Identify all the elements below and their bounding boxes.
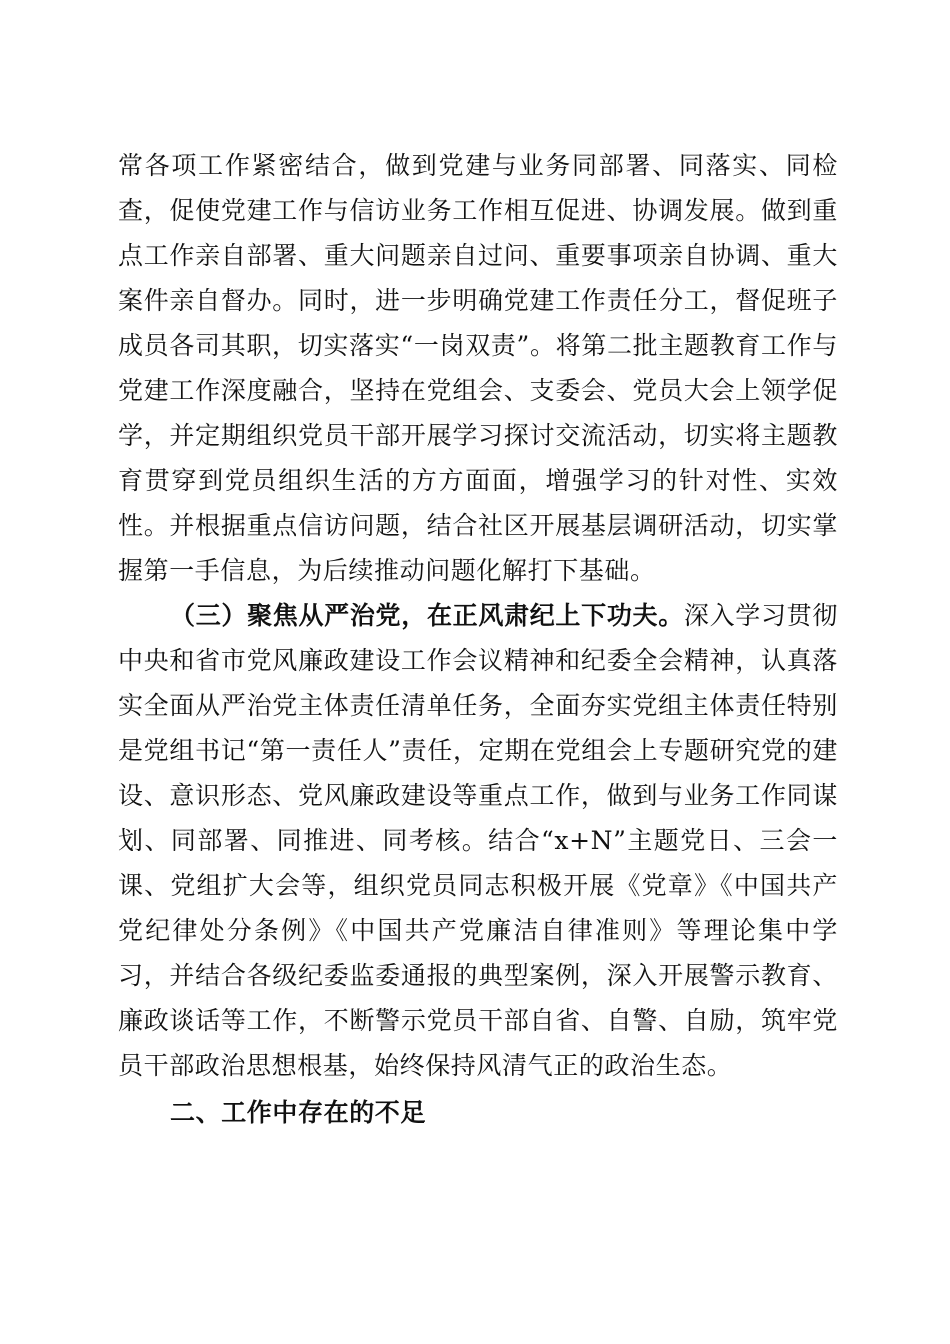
paragraph-section-three xyxy=(118,593,838,1088)
section-heading-two: 二、工作中存在的不足 xyxy=(170,1098,427,1127)
section-three-body: 深入学习贯彻中央和省市党风廉政建设工作会议精神和纪委全会精神，认真落实全面从严治党主体责任清单任务，全面夯实党组主体责任特别是党组书记“第一责任人”责任，定期在党组会上专题研究党的建设、意识形态、党风廉政建设等重点工作，做到与业务工作同谋划、同部署、同推进、同考核。结合“x+N”主题党日、三会一课、党组扩大会等，组织党员同志积极开展《党章》《中国共产党纪律处分条例》《中国共产党廉洁自律准则》等理论集中学习，并结合各级纪委监委通报的典型案例，深入开展警示教育、廉政谈话等工作，不断警示党员干部自省、自警、自励，筑牢党员干部政治思想根基，始终保持风清气正的政治生态。 xyxy=(118,601,838,1080)
section-three-lead: （三）聚焦从严治党，在正风肃纪上下功夫。 xyxy=(170,601,684,630)
paragraph-continued: 常各项工作紧密结合，做到党建与业务同部署、同落实、同检查，促使党建工作与信访业务工作相互促进、协调发展。做到重点工作亲自部署、重大问题亲自过问、重要事项亲自协调、重大案件亲自督办。同时，进一步明确党建工作责任分工，督促班子成员各司其职，切实落实“一岗双责”。将第二批主题教育工作与党建工作深度融合，坚持在党组会、支委会、党员大会上领学促学，并定期组织党员干部开展学习探讨交流活动，切实将主题教育贯穿到党员组织生活的方方面面，增强学习的针对性、实效性。并根据重点信访问题，结合社区开展基层调研活动，切实掌握第一手信息，为后续推动问题化解打下基础。 xyxy=(118,151,838,585)
document-body xyxy=(118,143,838,1135)
